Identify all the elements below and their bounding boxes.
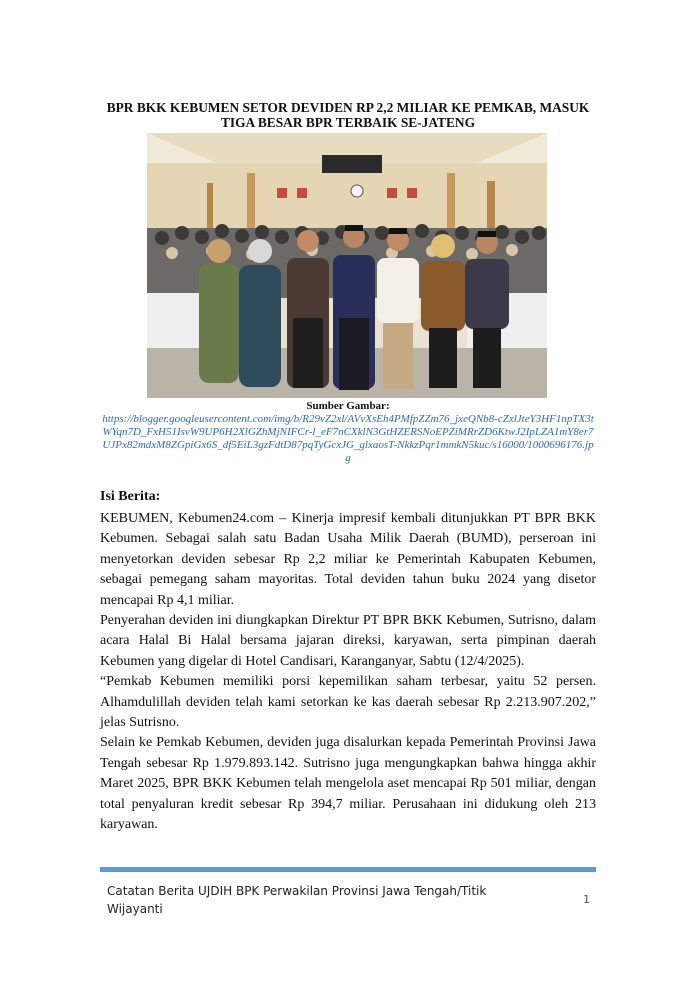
image-caption bbox=[100, 400, 596, 465]
section-heading: Isi Berita: bbox=[100, 489, 161, 504]
caption-source-link[interactable]: https://blogger.googleusercontent.com/img/b/R29vZ2xl/AVvXsEh4PMfpZZm76_jxeQNb8-cZxlJteY3HF1npTX3tWYqn7D_FxH51IsvW9UP6H2XlGZhMjNIFCr-l_eF7nCXklN3GtHZERSNoEPZiMRrZD6KtwJ2IpLZA1mY8er7UJPx82mdxM8ZGpiGx6S_df5EiL3gzFdtD87pqTyGcxJG_glxaosT-NkkzPqr1mmkN5kuc/s16000/1000696176.jpg bbox=[102, 413, 594, 464]
article-body bbox=[100, 509, 596, 836]
article-photo bbox=[147, 133, 547, 398]
paragraph: KEBUMEN, Kebumen24.com – Kinerja impresif kembali ditunjukkan PT BPR BKK Kebumen. Sebagai salah satu Badan Usaha Milik Daerah (BUMD), perseroan ini menyetorkan deviden sebesar Rp 2,2 miliar ke Pemerintah Kabupaten Kebumen, sebagai pemegang saham mayoritas. Total deviden tahun buku 2024 yang disetor mencapai Rp 4,1 miliar. bbox=[100, 511, 596, 608]
footer-divider bbox=[100, 867, 596, 872]
paragraph: Selain ke Pemkab Kebumen, deviden juga disalurkan kepada Pemerintah Provinsi Jawa Tengah sebesar Rp 1.979.893.142. Sutrisno juga mengungkapkan bahwa hingga akhir Maret 2025, BPR BKK Kebumen telah mengelola aset mencapai Rp 501 miliar, dengan total penyaluran kredit sebesar Rp 394,7 miliar. Perusahaan ini didukung oleh 213 karyawan. bbox=[100, 735, 596, 833]
paragraph: Penyerahan deviden ini diungkapkan Direktur PT BPR BKK Kebumen, Sutrisno, dalam acara Halal Bi Halal bersama jajaran direksi, karyawan, serta pimpinan daerah Kebumen yang digelar di Hotel Candisari, Karanganyar, Sabtu (12/4/2025). bbox=[100, 613, 596, 669]
caption-label: Sumber Gambar: bbox=[306, 400, 390, 412]
article-title: BPR BKK KEBUMEN SETOR DEVIDEN RP 2,2 MILIAR KE PEMKAB, MASUK TIGA BESAR BPR TERBAIK SE-JATENG bbox=[106, 100, 590, 130]
footer-text: Catatan Berita UJDIH BPK Perwakilan Provinsi Jawa Tengah/Titik Wijayanti bbox=[107, 884, 487, 916]
page-number: 1 bbox=[583, 893, 590, 906]
paragraph: “Pemkab Kebumen memiliki porsi kepemilikan saham terbesar, yaitu 52 persen. Alhamdulillah deviden telah kami setorkan ke kas daerah sebesar Rp 2.213.907.202,” jelas Sutrisno. bbox=[100, 674, 596, 731]
